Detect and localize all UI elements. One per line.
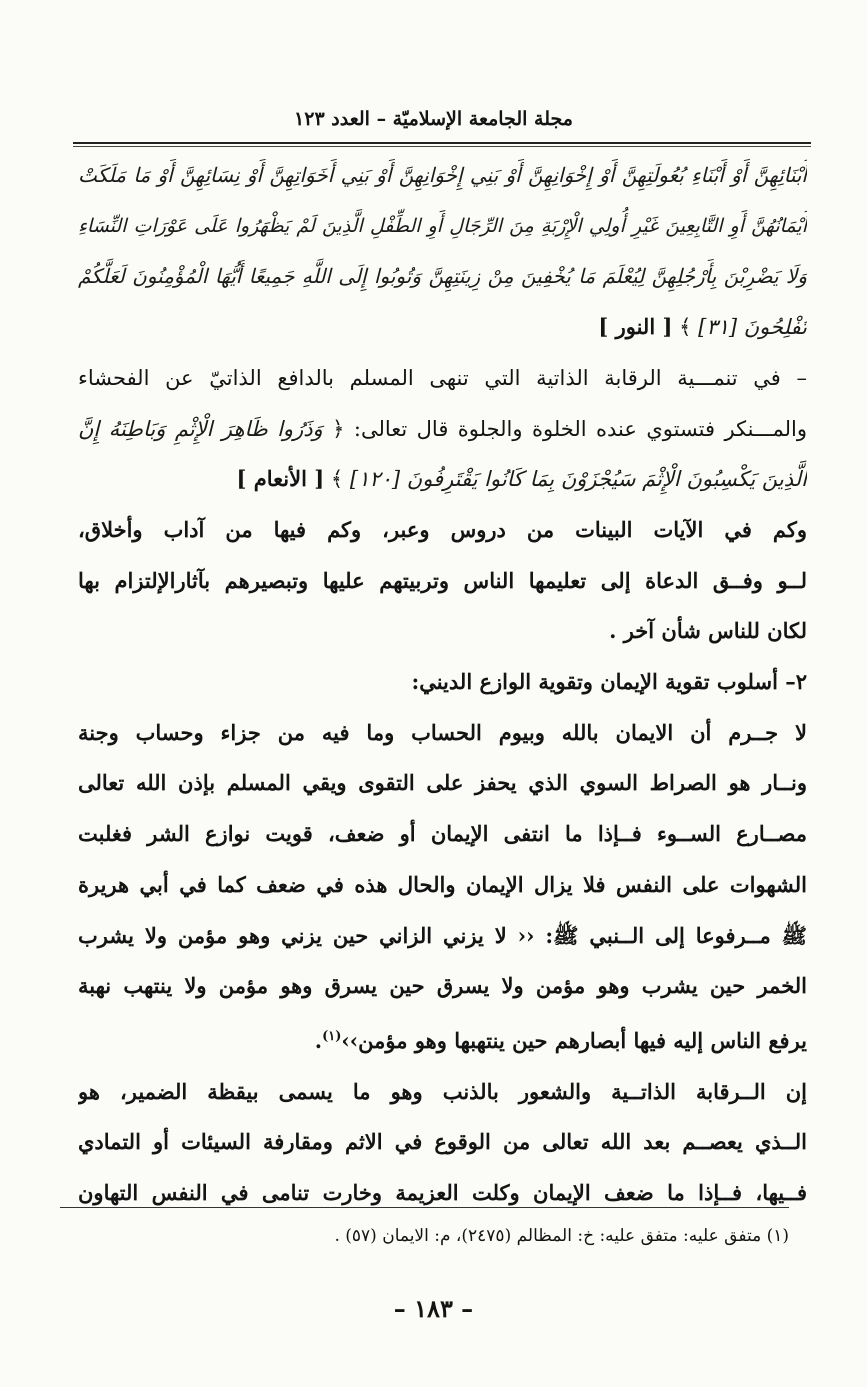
footnote: (١) متفق عليه: متفق عليه: خ: المظالم (٢٤٧٥)، م: الايمان (٥٧) . (334, 1226, 789, 1246)
paragraph-line: الخمر حين يشرب وهو مؤمن ولا يسرق حين يسرق وهو مؤمن ولا ينتهب نهبة (78, 973, 807, 999)
verse-end-line (78, 302, 807, 353)
verse-line: وَلَا يَضْرِبْنَ بِأَرْجُلِهِنَّ لِيُعْلَمَ مَا يُخْفِينَ مِنْ زِينَتِهِنَّ وَتُوبُوا إِلَى اللَّهِ جَمِيعًا أَيُّهَا الْمُؤْمِنُونَ لَعَلَّكُمْ (78, 264, 807, 289)
verse-line: تُفْلِحُونَ [٣١] (698, 315, 807, 340)
verse-line: أَيْمَانُهُنَّ أَوِ التَّابِعِينَ غَيْرِ أُولِي الْإِرْبَةِ مِنَ الرِّجَالِ أَوِ الطِّفْلِ الَّذِينَ لَمْ يَظْهَرُوا عَلَى عَوْرَاتِ النِّسَاءِ (78, 214, 807, 237)
paragraph-line: لا جــرم أن الايمان بالله وبيوم الحساب وما فيه من جزاء وحساب وجنة (78, 719, 807, 745)
paragraph-line: الــذي يعصــم بعد الله تعالى من الوقوع في الاثم ومقارفة السيئات أو التمادي (78, 1129, 807, 1155)
header-rule-thin (73, 146, 811, 147)
surah-reference: [ النور ] (598, 314, 673, 340)
running-head: مجلة الجامعة الإسلاميّة – العدد ١٢٣ (294, 108, 573, 130)
ornate-bracket: ﴿ (332, 416, 345, 441)
verse-line: أَبْنَائِهِنَّ أَوْ أَبْنَاءِ بُعُولَتِهِنَّ أَوْ إِخْوَانِهِنَّ أَوْ بَنِي إِخْوَانِهِنَّ أَوْ بَنِي أَخَوَاتِهِنَّ أَوْ نِسَائِهِنَّ أَوْ مَا مَلَكَتْ (78, 163, 807, 187)
paragraph-line (78, 1012, 807, 1067)
paragraph-line: لكان للناس شأن آخر . (609, 618, 807, 644)
verse-end-line (78, 454, 807, 505)
paragraph-line: لــو وفــق الدعاة إلى تعليمها الناس وتربيتهم عليها وتبصيرهم بآثارالإلتزام بها (78, 567, 807, 593)
paragraph-line: – في تنمـــية الرقابة الذاتية التي تنهى المسلم بالدافع الذاتيّ عن الفحشاء (78, 365, 807, 390)
header-rule (73, 142, 811, 144)
verse-text: وَذَرُوا ظَاهِرَ الْإِثْمِ وَبَاطِنَهُ إِنَّ (78, 416, 323, 441)
paragraph-line: الشهوات على النفس فلا يزال الإيمان والحال هذه في ضعف كما في أبي هريرة (78, 871, 807, 897)
ornate-bracket: ﴾ (679, 315, 692, 340)
paragraph-line: وكم في الآيات البينات من دروس وعبر، وكم فيها من آداب وأخلاق، (78, 516, 807, 542)
ornate-bracket: ﴾ (330, 467, 344, 492)
period: . (314, 1027, 323, 1053)
paragraph-line: ﷺ مــرفوعا إلى الــنبي ﷺ: ‹‹ لا يزني الزاني حين يزني وهو مؤمن ولا يشرب (78, 922, 807, 948)
paragraph-text: والمـــنكر فتستوي عنده الخلوة والجلوة قال تعالى: (353, 416, 807, 441)
footnote-rule (60, 1207, 789, 1208)
surah-reference: [ الأنعام ] (236, 466, 325, 492)
paragraph-line: مصــارع الســوء فــإذا ما انتفى الإيمان أو ضعف، قويت نوازع الشر فغلبت (78, 821, 807, 847)
body-text (78, 150, 807, 1219)
section-heading: ٢– أسلوب تقوية الإيمان وتقوية الوازع الديني: (411, 669, 807, 695)
hadith-text: يرفع الناس إليه فيها أبصارهم حين ينتهبها وهو مؤمن›› (341, 1027, 807, 1053)
paragraph-line (78, 404, 807, 455)
verse-text: الَّذِينَ يَكْسِبُونَ الْإِثْمَ سَيُجْزَوْنَ بِمَا كَانُوا يَقْتَرِفُونَ [١٢٠] (349, 467, 807, 492)
page-number: – ١٨٣ – (393, 1294, 474, 1323)
paragraph-line: فــيها، فــإذا ما ضعف الإيمان وكلت العزيمة وخارت تنامى في النفس التهاون (78, 1180, 807, 1206)
footnote-marker: (١) (322, 1028, 342, 1044)
paragraph-line: إن الــرقابة الذاتــية والشعور بالذنب وهو ما يسمى بيقظة الضمير، هو (78, 1078, 807, 1104)
paragraph-line: ونــار هو الصراط السوي الذي يحفز على التقوى ويقي المسلم بإذن الله تعالى (78, 770, 807, 796)
